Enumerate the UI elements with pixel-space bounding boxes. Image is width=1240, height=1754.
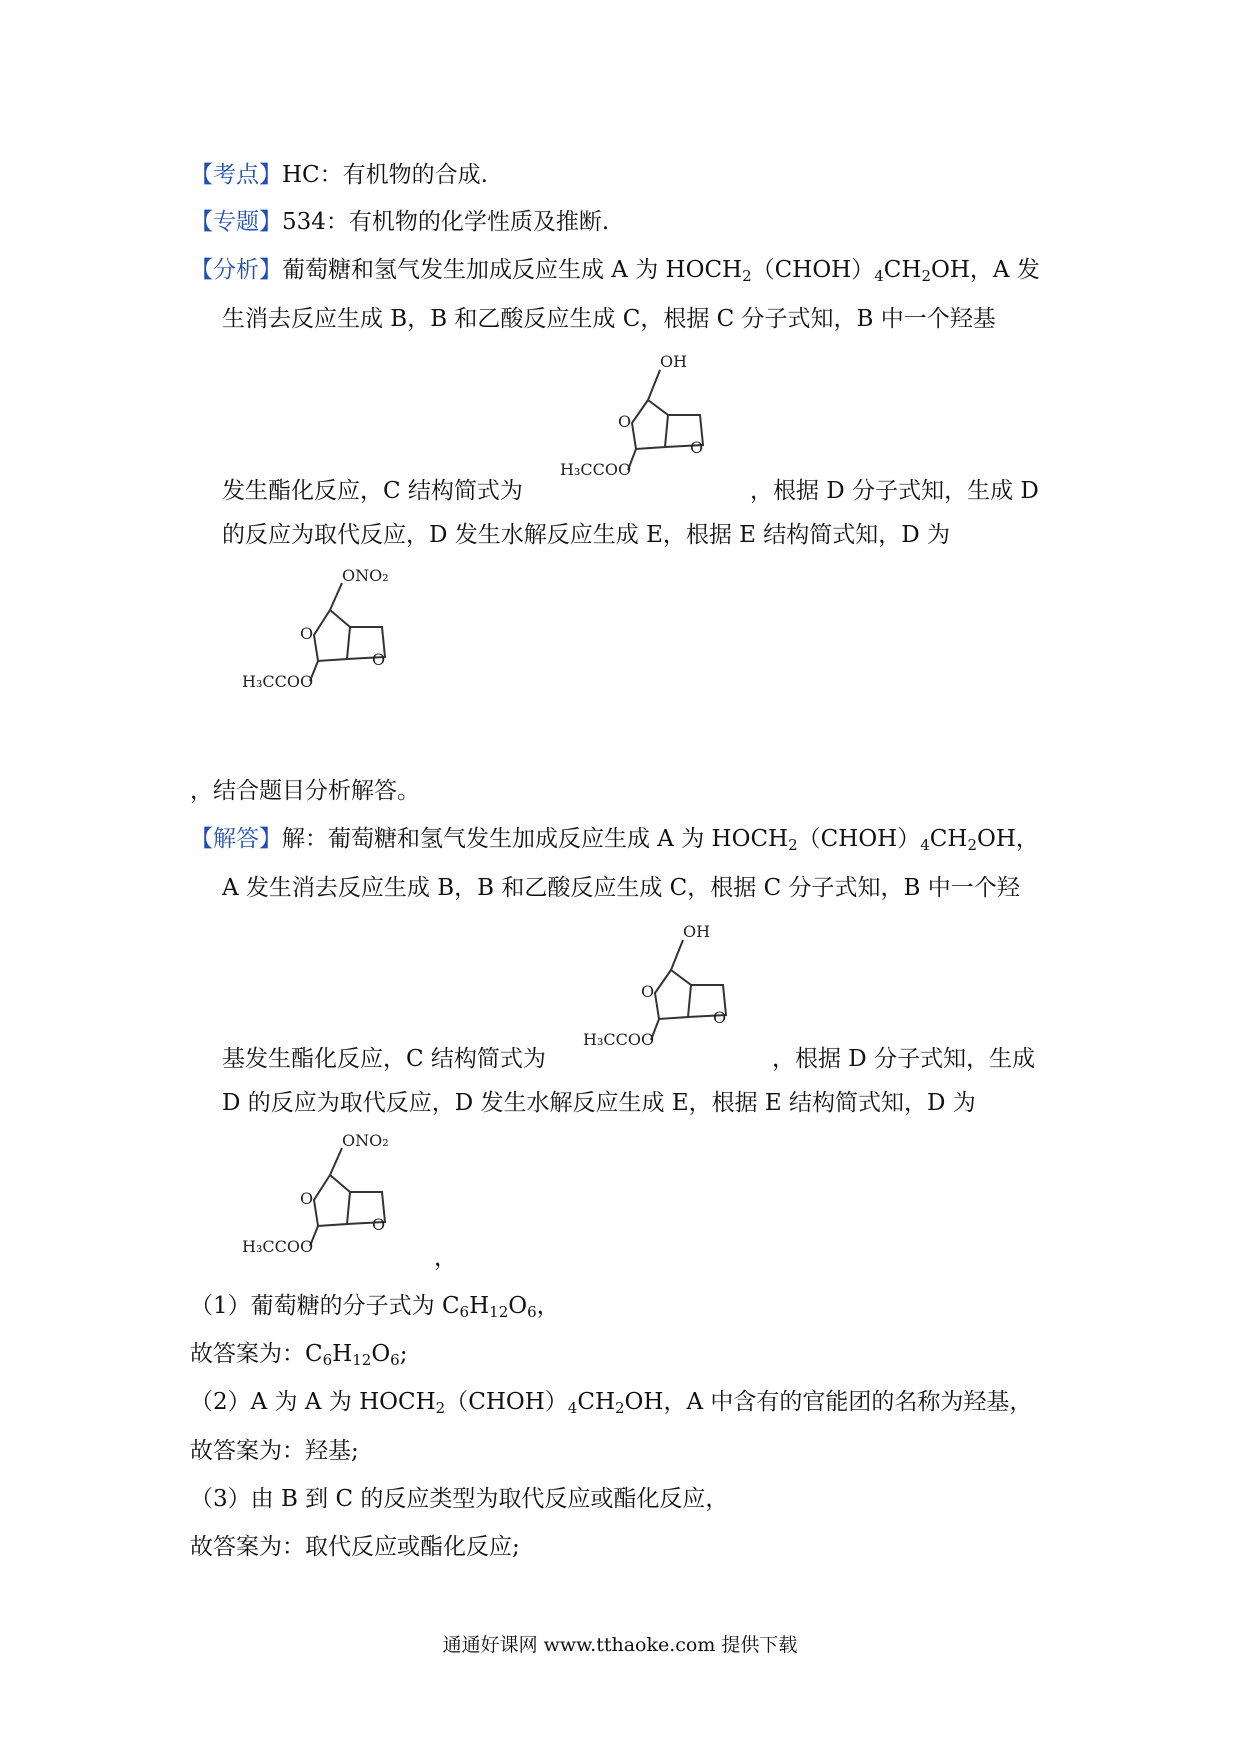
jieda-line-1 <box>190 824 1039 854</box>
fenxi-line-4: 的反应为取代反应，D 发生水解反应生成 E，根据 E 结构简式知，D 为 <box>222 522 951 548</box>
structure-d2-ring-o2: O <box>372 1215 386 1234</box>
q1-ans-a: 故答案为：C <box>190 1341 323 1367</box>
jieda-text-1b: （CHOH） <box>797 826 921 852</box>
q1-text-b: H <box>469 1293 490 1319</box>
structure-d-bottom-label: H₃CCOO <box>242 672 314 691</box>
structure-c-top-label: OH <box>660 352 688 371</box>
q2-text-b: （CHOH） <box>445 1389 568 1415</box>
q2-text-c: CH <box>577 1389 615 1415</box>
structure-c-answer <box>563 915 773 1065</box>
fenxi-line-2: 生消去反应生成 B，B 和乙酸反应生成 C，根据 C 分子式知，B 中一个羟基 <box>222 306 996 332</box>
q1-line <box>190 1291 560 1321</box>
zhuanti-line <box>190 207 609 237</box>
structure-d-top-label: ONO₂ <box>342 566 389 585</box>
kaodian-line <box>190 160 488 190</box>
sub-2: 2 <box>788 836 798 854</box>
sub-4: 4 <box>567 1399 578 1417</box>
q3-line: （3）由 B 到 C 的反应类型为取代反应或酯化反应， <box>190 1486 729 1512</box>
q2-answer-line: 故答案为：羟基; <box>190 1438 359 1464</box>
jieda-text-1c: CH <box>929 826 968 852</box>
q1-answer-line <box>190 1339 407 1369</box>
kaodian-text: HC：有机物的合成. <box>282 162 488 188</box>
sub-6: 6 <box>527 1303 537 1321</box>
structure-d-answer <box>230 1130 450 1280</box>
fenxi-line-1 <box>190 255 1040 285</box>
jieda-line-3a: 基发生酯化反应，C 结构简式为 <box>222 1046 546 1072</box>
sub-12: 12 <box>352 1351 372 1369</box>
structure-c-bottom-label: H₃CCOO <box>560 460 632 479</box>
fenxi-line-3a: 发生酯化反应，C 结构简式为 <box>222 478 523 504</box>
sub-2: 2 <box>742 267 752 285</box>
q2-text-a: （2）A 为 A 为 HOCH <box>190 1389 436 1415</box>
structure-d2-top-label: ONO₂ <box>342 1131 389 1150</box>
fenxi-line-3b: ，根据 D 分子式知，生成 D <box>750 478 1039 504</box>
sub-6: 6 <box>459 1303 470 1321</box>
structure-d-ring-o2: O <box>372 650 386 669</box>
structure-c-ring-o1: O <box>618 412 632 431</box>
jieda-line-3b: ，根据 D 分子式知，生成 <box>772 1046 1036 1072</box>
structure-d-ring-o1: O <box>300 624 314 643</box>
sub-2: 2 <box>615 1399 625 1417</box>
q1-ans-c: O <box>371 1341 391 1367</box>
zhuanti-text: 534：有机物的化学性质及推断. <box>282 209 610 235</box>
q1-text-a: （1）葡萄糖的分子式为 C <box>190 1293 460 1319</box>
jieda-line-4: D 的反应为取代反应，D 发生水解反应生成 E，根据 E 结构简式知，D 为 <box>222 1090 976 1116</box>
structure-d2-bottom-label: H₃CCOO <box>242 1237 314 1256</box>
q2-text-d: OH，A 中含有的官能团的名称为羟基， <box>624 1389 1033 1415</box>
structure-c2-ring-o1: O <box>641 982 655 1001</box>
jieda-tag: 【解答】 <box>190 826 282 852</box>
jieda-line-5: ， <box>434 1245 457 1271</box>
sub-4: 4 <box>874 267 884 285</box>
structure-c2-ring-o2: O <box>713 1008 727 1027</box>
structure-d2-ring-o1: O <box>300 1189 314 1208</box>
q3-answer-line: 故答案为：取代反应或酯化反应; <box>190 1534 520 1560</box>
fenxi-text-1b: （CHOH） <box>751 257 875 283</box>
sub-2: 2 <box>967 836 977 854</box>
sub-4: 4 <box>920 836 930 854</box>
page-footer: 通通好课网 www.tthaoke.com 提供下载 <box>442 1634 798 1656</box>
sub-6: 6 <box>322 1351 333 1369</box>
q2-line <box>190 1387 1032 1417</box>
structure-c2-bottom-label: H₃CCOO <box>583 1030 655 1049</box>
kaodian-tag: 【考点】 <box>190 162 282 188</box>
structure-c-ring-o2: O <box>690 438 704 457</box>
jieda-text-1a: 解：葡萄糖和氢气发生加成反应生成 A 为 HOCH <box>282 826 789 852</box>
structure-c-analysis <box>540 345 750 495</box>
sub-2: 2 <box>435 1399 446 1417</box>
fenxi-text-1c: CH <box>883 257 922 283</box>
sub-12: 12 <box>489 1303 509 1321</box>
q1-text-c: O <box>508 1293 528 1319</box>
q1-text-d: ， <box>536 1293 560 1319</box>
sub-2: 2 <box>921 267 931 285</box>
fenxi-tag: 【分析】 <box>190 257 282 283</box>
fenxi-text-1a: 葡萄糖和氢气发生加成反应生成 A 为 HOCH <box>282 257 743 283</box>
structure-d-analysis <box>230 565 450 715</box>
jieda-text-1d: OH， <box>977 826 1039 852</box>
structure-c2-top-label: OH <box>683 922 711 941</box>
fenxi-text-1d: OH，A 发 <box>931 257 1040 283</box>
jieda-line-2: A 发生消去反应生成 B，B 和乙酸反应生成 C，根据 C 分子式知，B 中一个羟 <box>222 875 1020 901</box>
fenxi-line-5: ，结合题目分析解答。 <box>190 778 420 804</box>
zhuanti-tag: 【专题】 <box>190 209 282 235</box>
q1-ans-b: H <box>332 1341 353 1367</box>
q1-ans-d: ; <box>399 1341 408 1367</box>
sub-6: 6 <box>390 1351 400 1369</box>
